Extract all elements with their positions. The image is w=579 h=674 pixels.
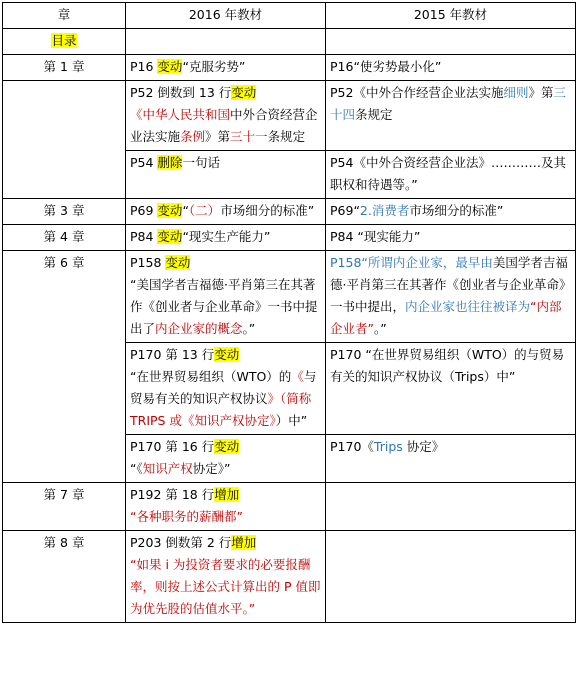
chapter-cell: 第 6 章 <box>3 251 126 483</box>
chapter-cell: 第 3 章 <box>3 199 126 225</box>
text-span: 市场细分的标准” <box>409 203 504 218</box>
old-text-cell: P16“使劣势最小化” <box>326 55 576 81</box>
comparison-table <box>2 2 576 623</box>
new-text-cell <box>126 343 326 435</box>
text-span: 市场细分的标准” <box>220 203 315 218</box>
change-tag: 变动 <box>231 85 257 100</box>
text-span: 与贸易有关的知识产权协议 <box>130 369 317 406</box>
text-span: “克服劣势” <box>182 59 246 74</box>
change-tag: 变动 <box>157 203 183 218</box>
chapter-cell: 第 8 章 <box>3 531 126 623</box>
old-text-cell: P170 “在世界贸易组织（WTO）的与贸易有关的知识产权协议（Trips）中” <box>326 343 576 435</box>
text-span: 美国学者吉福德·平肖第三在其著作《创业者与企业革命》一书中提出， <box>330 255 568 314</box>
text-span: P158“所谓内企业家，最早由 <box>330 255 493 270</box>
text-span: “美国学者吉福德·平肖第三在其著作《创业者与企业革命》一书中提出了 <box>130 277 318 336</box>
text-span: ）中” <box>275 413 308 428</box>
text-span: P203 倒数第 2 行 <box>130 535 232 550</box>
text-span: “如果 i 为投资者要求的必要报酬率，则按上述公式计算出的 P 值即为优先股的估值水平。” <box>130 557 321 616</box>
text-span: “内部企业者” <box>330 299 562 336</box>
text-span: “各种职务的薪酬都” <box>130 509 243 524</box>
text-span: 2.消费者 <box>359 203 410 218</box>
text-span: P69 <box>130 203 158 218</box>
text-span: P52《中外合作经营企业法实施 <box>330 85 504 100</box>
table-row <box>3 251 576 343</box>
old-text-cell <box>326 251 576 343</box>
change-tag: 变动 <box>214 439 240 454</box>
header-2016: 2016 年教材 <box>126 3 326 29</box>
text-span: （二） <box>188 203 221 218</box>
new-text-cell <box>126 55 326 81</box>
text-span: “《 <box>130 461 143 476</box>
text-span: 。” <box>242 321 256 336</box>
text-span: P54 <box>130 155 158 170</box>
text-span: “现实生产能力” <box>182 229 271 244</box>
text-span: 内企业家的概念 <box>155 321 243 336</box>
new-text-cell <box>126 483 326 531</box>
text-span: 协定》” <box>192 461 231 476</box>
new-text-cell <box>126 225 326 251</box>
change-tag: 删除 <box>157 155 183 170</box>
header-2015: 2015 年教材 <box>326 3 576 29</box>
text-span: P52 倒数到 13 行 <box>130 85 232 100</box>
text-span: “ <box>182 203 189 218</box>
text-span: 》第 <box>528 85 554 100</box>
text-span: P170 第 16 行 <box>130 439 215 454</box>
header-row <box>3 3 576 29</box>
header-chapter: 章 <box>3 3 126 29</box>
old-text-cell <box>326 81 576 151</box>
change-tag: 变动 <box>214 347 240 362</box>
text-span: P170《 <box>330 439 374 454</box>
table-row <box>3 81 576 151</box>
chapter-cell: 第 4 章 <box>3 225 126 251</box>
old-text-cell <box>326 483 576 531</box>
table-row <box>3 483 576 531</box>
chapter-cell-empty <box>3 81 126 199</box>
chapter-cell: 第 1 章 <box>3 55 126 81</box>
empty-cell <box>326 29 576 55</box>
new-text-cell <box>126 199 326 225</box>
text-span: 中外合资经营企业法实施 <box>130 107 318 144</box>
old-text-cell <box>326 435 576 483</box>
text-span: 。” <box>373 321 387 336</box>
table-row <box>3 55 576 81</box>
text-span: P84 <box>130 229 158 244</box>
text-span: 协定》 <box>402 439 445 454</box>
text-span: 《 <box>291 369 304 384</box>
text-span: 一句话 <box>182 155 220 170</box>
old-text-cell: P84 “现实能力” <box>326 225 576 251</box>
change-tag: 变动 <box>157 229 183 244</box>
empty-cell <box>126 29 326 55</box>
text-span: 知识产权 <box>142 461 193 476</box>
toc-cell <box>3 29 126 55</box>
table-row <box>3 225 576 251</box>
text-span: 《 <box>130 107 143 122</box>
change-tag: 变动 <box>157 59 183 74</box>
text-span: 细则 <box>503 85 529 100</box>
table-row <box>3 29 576 55</box>
text-span: 条例 <box>180 129 206 144</box>
text-span: Trips <box>373 439 403 454</box>
text-span: 中华人民共和国 <box>142 107 231 122</box>
new-text-cell <box>126 151 326 199</box>
new-text-cell <box>126 531 326 623</box>
toc-label: 目录 <box>51 33 77 48</box>
new-text-cell <box>126 81 326 151</box>
table-row <box>3 531 576 623</box>
new-text-cell <box>126 435 326 483</box>
text-span: 三十一 <box>230 129 268 144</box>
old-text-cell <box>326 199 576 225</box>
text-span: 》第 <box>205 129 231 144</box>
text-span: 》（简称 TRIPS 或《知识产权协定》 <box>130 391 312 428</box>
text-span: P158 <box>130 255 166 270</box>
text-span: “在世界贸易组织（WTO）的 <box>130 369 292 384</box>
text-span: P192 第 18 行 <box>130 487 215 502</box>
chapter-cell: 第 7 章 <box>3 483 126 531</box>
text-span: P170 第 13 行 <box>130 347 215 362</box>
change-tag: 增加 <box>231 535 257 550</box>
text-span: 内企业家也往往被译为 <box>405 299 531 314</box>
old-text-cell: P54《中外合资经营企业法》…………及其职权和待遇等。” <box>326 151 576 199</box>
text-span: P16 <box>130 59 158 74</box>
text-span: 条规定 <box>267 129 306 144</box>
new-text-cell <box>126 251 326 343</box>
change-tag: 增加 <box>214 487 240 502</box>
change-tag: 变动 <box>165 255 191 270</box>
text-span: 条规定 <box>355 107 393 122</box>
old-text-cell <box>326 531 576 623</box>
text-span: 三十四 <box>330 85 566 122</box>
table-row <box>3 199 576 225</box>
text-span: P69“ <box>330 203 360 218</box>
